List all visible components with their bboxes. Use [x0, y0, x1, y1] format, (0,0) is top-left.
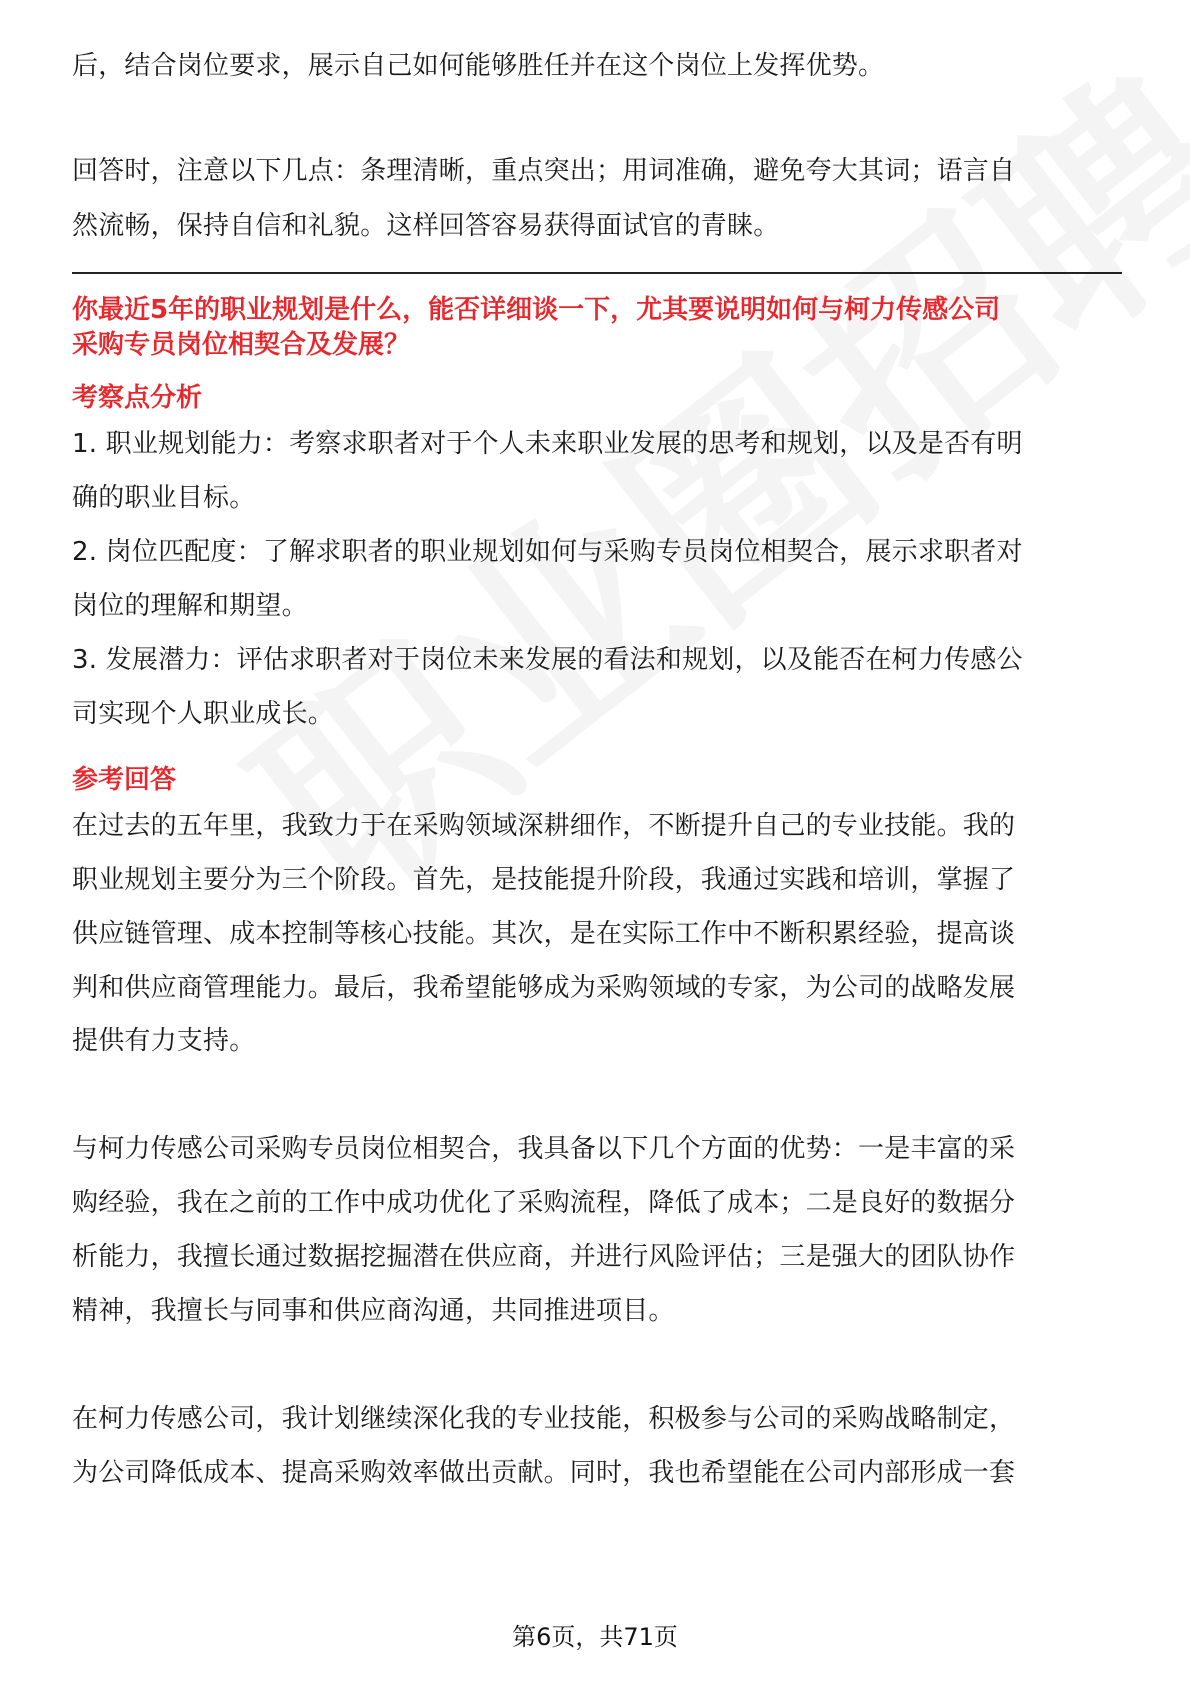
- answer-p1-line-5: 提供有力支持。: [72, 1026, 256, 1056]
- analysis-item-2-line-2: 岗位的理解和期望。: [72, 591, 308, 621]
- answer-p3-line-1: 在柯力传感公司，我计划继续深化我的专业技能，积极参与公司的采购战略制定，: [72, 1404, 1016, 1434]
- answer-p1-line-2: 职业规划主要分为三个阶段。首先，是技能提升阶段，我通过实践和培训，掌握了: [72, 865, 1016, 895]
- answer-p2-line-4: 精神，我擅长与同事和供应商沟通，共同推进项目。: [72, 1296, 675, 1326]
- answer-title: 参考回答: [72, 765, 177, 795]
- page-number: 第6页，共71页: [512, 1623, 678, 1651]
- answer-p1-line-1: 在过去的五年里，我致力于在采购领域深耕细作，不断提升自己的专业技能。我的: [72, 811, 1016, 841]
- answer-p3-line-2: 为公司降低成本、提高采购效率做出贡献。同时，我也希望能在公司内部形成一套: [72, 1458, 1016, 1488]
- intro-paragraph-2-line-1: 回答时，注意以下几点：条理清晰，重点突出；用词准确，避免夸大其词；语言自: [72, 156, 1016, 186]
- question-line-2: 采购专员岗位相契合及发展？: [72, 330, 411, 360]
- answer-p1-line-4: 判和供应商管理能力。最后，我希望能够成为采购领域的专家，为公司的战略发展: [72, 973, 1016, 1003]
- analysis-title: 考察点分析: [72, 383, 203, 413]
- answer-p2-line-3: 析能力，我擅长通过数据挖掘潜在供应商，并进行风险评估；三是强大的团队协作: [72, 1242, 1016, 1272]
- analysis-item-3-line-2: 司实现个人职业成长。: [72, 699, 335, 729]
- analysis-item-3-line-1: 3. 发展潜力：评估求职者对于岗位未来发展的看法和规划，以及能否在柯力传感公: [72, 645, 1023, 675]
- analysis-item-2-line-1: 2. 岗位匹配度：了解求职者的职业规划如何与采购专员岗位相契合，展示求职者对: [72, 537, 1023, 567]
- intro-paragraph-2-line-2: 然流畅，保持自信和礼貌。这样回答容易获得面试官的青睐。: [72, 211, 780, 241]
- intro-paragraph-1: 后，结合岗位要求，展示自己如何能够胜任并在这个岗位上发挥优势。: [72, 51, 885, 81]
- answer-p1-line-3: 供应链管理、成本控制等核心技能。其次，是在实际工作中不断积累经验，提高谈: [72, 919, 1016, 949]
- answer-p2-line-1: 与柯力传感公司采购专员岗位相契合，我具备以下几个方面的优势：一是丰富的采: [72, 1134, 1016, 1164]
- analysis-item-1-line-2: 确的职业目标。: [72, 483, 256, 513]
- answer-p2-line-2: 购经验，我在之前的工作中成功优化了采购流程，降低了成本；二是良好的数据分: [72, 1188, 1016, 1218]
- question-line-1: 你最近5年的职业规划是什么，能否详细谈一下，尤其要说明如何与柯力传感公司: [72, 295, 1001, 325]
- section-divider: [72, 272, 1122, 274]
- analysis-item-1-line-1: 1. 职业规划能力：考察求职者对于个人未来职业发展的思考和规划，以及是否有明: [72, 429, 1023, 459]
